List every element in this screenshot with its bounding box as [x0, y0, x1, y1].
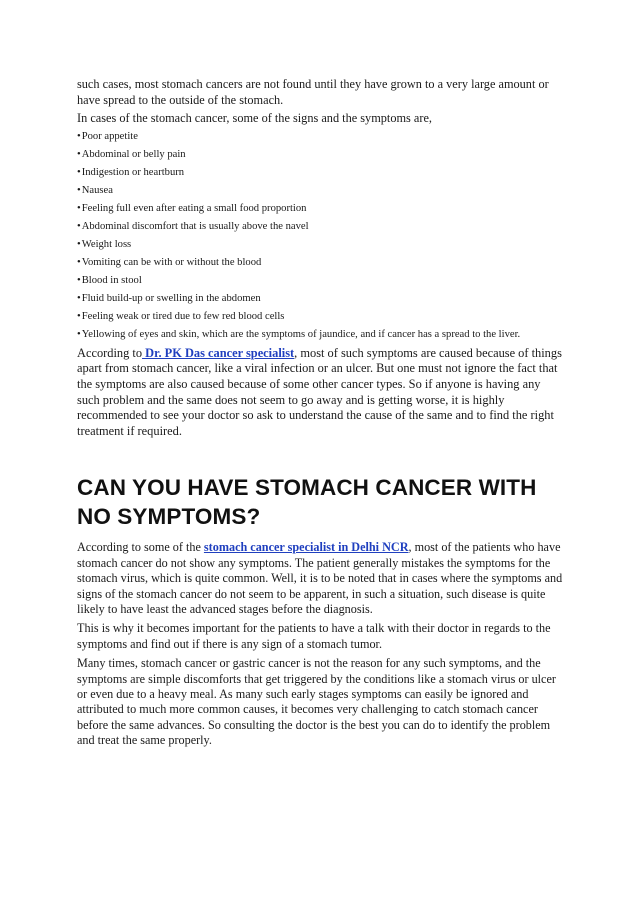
list-item: •Poor appetite — [77, 130, 138, 142]
bullet-icon: • — [77, 310, 81, 322]
list-item: •Feeling weak or tired due to few red blood cells — [77, 310, 285, 322]
dr-pk-das-link[interactable]: Dr. PK Das cancer specialist — [142, 345, 295, 360]
important-paragraph: This is why it becomes important for the patients to have a talk with their doctor in regards to the symptoms and find out if there is any sign of a stomach tumor. — [77, 621, 551, 651]
section-heading: CAN YOU HAVE STOMACH CANCER WITH NO SYMPTOMS? — [77, 475, 537, 530]
list-item: •Abdominal or belly pain — [77, 148, 186, 160]
bullet-icon: • — [77, 256, 81, 268]
bullet-icon: • — [77, 148, 81, 160]
list-item: •Indigestion or heartburn — [77, 166, 185, 178]
bullet-icon: • — [77, 202, 81, 214]
bullet-icon: • — [77, 220, 81, 232]
list-item: •Feeling full even after eating a small food proportion — [77, 202, 307, 214]
delhi-ncr-specialist-link[interactable]: stomach cancer specialist in Delhi NCR — [203, 540, 409, 555]
list-item: •Abdominal discomfort that is usually above the navel — [77, 220, 309, 232]
bullet-icon: • — [77, 274, 81, 286]
bullet-icon: • — [77, 328, 81, 340]
symptoms-intro: In cases of the stomach cancer, some of the signs and the symptoms are, — [77, 111, 432, 126]
document-page — [77, 77, 563, 753]
bullet-icon: • — [77, 238, 81, 250]
bullet-icon: • — [77, 184, 81, 196]
list-item: •Fluid build-up or swelling in the abdomen — [77, 292, 261, 304]
bullet-icon: • — [77, 292, 81, 304]
bullet-icon: • — [77, 166, 81, 178]
many-times-paragraph: Many times, stomach cancer or gastric cancer is not the reason for any such symptoms, and the symptoms are simple discomforts that get triggered by the conditions like a stomach virus or ulcer or even due to a heavy meal. As many such early stages symptoms can easily be ignored and attributed to much more common causes, it becomes very challenging to catch stomach cancer before the same advances. So consulting the doctor is the best you can do to identify the problem and treat the same properly. — [77, 656, 556, 748]
list-item: •Vomiting can be with or without the blood — [77, 256, 262, 268]
specialist-paragraph: According to Dr. PK Das cancer specialist, most of such symptoms are caused because of things apart from stomach cancer, like a viral infection or an ulcer. But one must not ignore the fact that the symptoms are also caused because of some other cancer types. So if anyone is having any such problem and the same does not seem to go away and is getting worse, it is highly recommended to see your doctor so ask to understand the cause of the same and to find the right treatment if required. — [77, 345, 562, 438]
bullet-icon: • — [77, 130, 81, 142]
list-item: •Blood in stool — [77, 274, 142, 286]
intro-paragraph: such cases, most stomach cancers are not found until they have grown to a very large amount or have spread to the outside of the stomach. — [77, 77, 549, 107]
list-item: •Nausea — [77, 184, 113, 196]
list-item: •Yellowing of eyes and skin, which are the symptoms of jaundice, and if cancer has a spread to the liver. — [77, 328, 521, 340]
list-item: •Weight loss — [77, 238, 132, 250]
ncr-paragraph: According to some of the stomach cancer specialist in Delhi NCR, most of the patients who have stomach cancer do not show any symptoms. The patient generally mistakes the symptoms for the stomach virus, which is quite common. Well, it is to be noted that in cases where the symptoms and signs of the stomach cancer do not seem to be apparent, in such a situation, such disease is quite likely to have least the advanced stages before the diagnosis. — [77, 540, 563, 616]
symptom-list — [77, 130, 563, 341]
